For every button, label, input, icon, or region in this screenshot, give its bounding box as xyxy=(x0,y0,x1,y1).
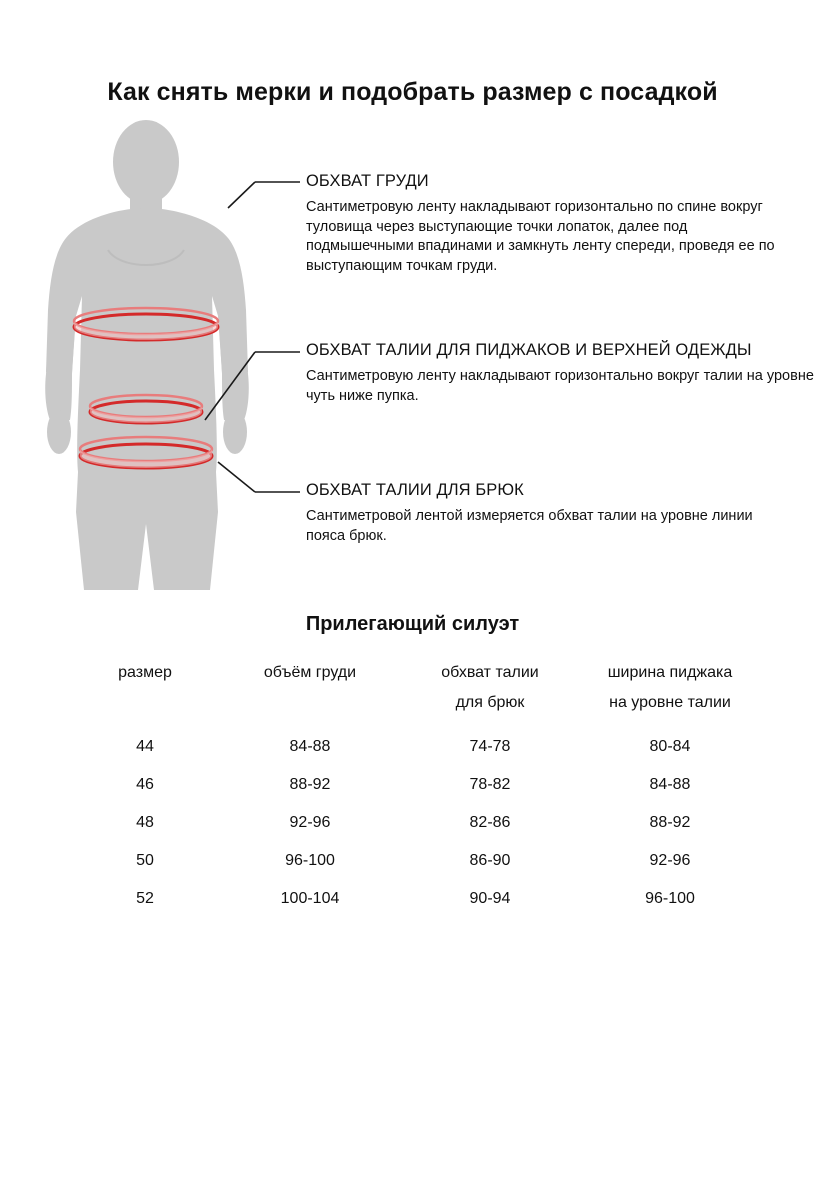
col-subheader-jacket-width: на уровне талии xyxy=(609,694,731,711)
cell-jacket-width: 92-96 xyxy=(649,852,691,869)
male-silhouette-icon xyxy=(45,120,249,590)
cell-jacket-width: 88-92 xyxy=(649,814,691,831)
cell-chest: 88-92 xyxy=(289,776,331,793)
cell-chest: 100-104 xyxy=(280,890,340,907)
size-table-title: Прилегающий силуэт xyxy=(305,613,520,635)
cell-jacket-width: 96-100 xyxy=(645,890,695,907)
callout-chest-title: ОБХВАТ ГРУДИ xyxy=(306,172,429,190)
table-row xyxy=(70,880,760,918)
col-header-waist: обхват талии xyxy=(441,664,539,681)
cell-size: 44 xyxy=(136,738,154,755)
col-header-size: размер xyxy=(118,664,172,681)
cell-jacket-width: 80-84 xyxy=(649,738,691,755)
callout-jacket-waist-body: Сантиметровую ленту накладывают горизонтально вокруг талии на уровне чуть ниже пупка. xyxy=(306,368,814,404)
callout-chest-body: Сантиметровую ленту накладывают горизонтально по спине вокруг туловища через выступающие точки лопаток, далее под подмышечными впадинами и замкнуть ленту спереди, проведя ее по выступающим точкам груди. xyxy=(306,199,775,275)
col-subheader-waist: для брюк xyxy=(455,694,525,711)
col-subheader-size xyxy=(70,686,220,728)
callout-jacket-waist-title: ОБХВАТ ТАЛИИ ДЛЯ ПИДЖАКОВ И ВЕРХНЕЙ ОДЕЖДЫ xyxy=(306,341,752,359)
table-row xyxy=(70,728,760,766)
table-row xyxy=(70,842,760,880)
page-title: Как снять мерки и подобрать размер с посадкой xyxy=(107,78,718,106)
cell-jacket-width: 84-88 xyxy=(649,776,691,793)
cell-chest: 92-96 xyxy=(289,814,331,831)
col-subheader-chest xyxy=(220,686,400,728)
cell-size: 48 xyxy=(136,814,154,831)
cell-waist: 86-90 xyxy=(469,852,511,869)
body-figure xyxy=(20,120,310,610)
table-header-row-1 xyxy=(70,660,760,686)
callout-trouser-waist-title: ОБХВАТ ТАЛИИ ДЛЯ БРЮК xyxy=(306,481,524,499)
col-header-chest: объём груди xyxy=(263,664,357,681)
cell-chest: 96-100 xyxy=(285,852,335,869)
size-table xyxy=(70,660,760,918)
cell-waist: 74-78 xyxy=(469,738,511,755)
cell-waist: 90-94 xyxy=(469,890,511,907)
cell-size: 46 xyxy=(136,776,154,793)
table-row xyxy=(70,804,760,842)
table-header-row-2 xyxy=(70,686,760,728)
callout-chest xyxy=(306,172,786,277)
callout-trouser-waist-body: Сантиметровой лентой измеряется обхват талии на уровне линии пояса брюк. xyxy=(306,508,753,544)
cell-size: 52 xyxy=(136,890,154,907)
cell-waist: 82-86 xyxy=(469,814,511,831)
cell-waist: 78-82 xyxy=(469,776,511,793)
cell-chest: 84-88 xyxy=(289,738,331,755)
callout-jacket-waist xyxy=(306,341,816,406)
callout-trouser-waist xyxy=(306,481,786,546)
cell-size: 50 xyxy=(136,852,154,869)
table-row xyxy=(70,766,760,804)
col-header-jacket-width: ширина пиджака xyxy=(607,664,733,681)
